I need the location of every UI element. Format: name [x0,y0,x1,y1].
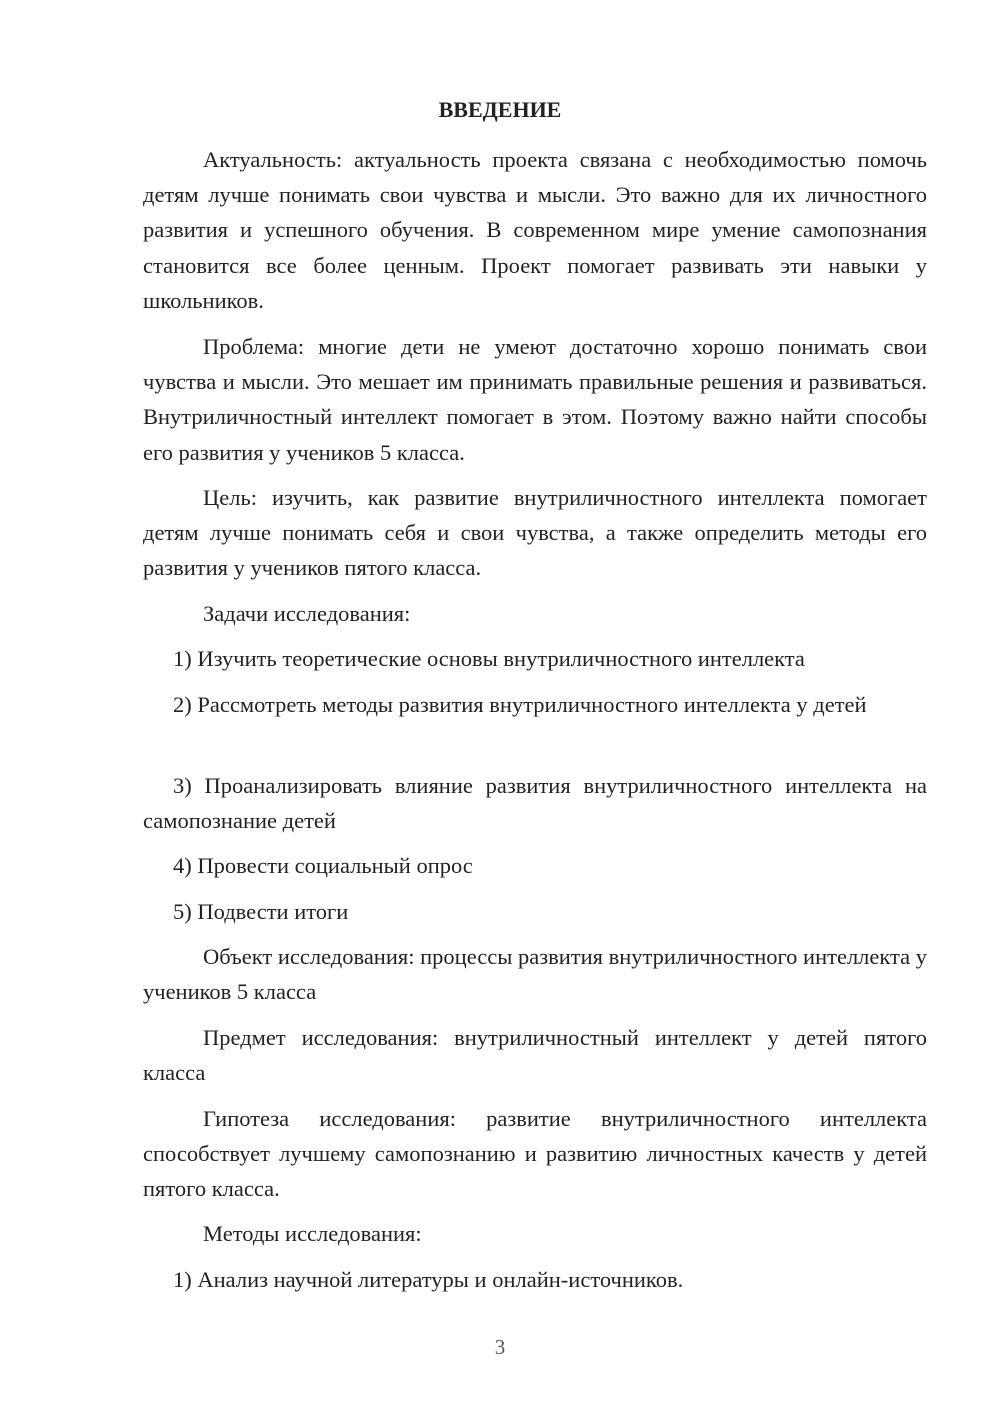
tasks-title: Задачи исследования: [203,601,411,626]
task-item-4: 4) Провести социальный опрос [173,853,473,878]
subject-paragraph: Предмет исследования: внутриличностный интеллект у детей пятого класса [143,1025,927,1086]
page-number: 3 [494,1335,506,1359]
task-item-3: 3) Проанализировать влияние развития внутриличностного интеллекта на самопознание детей [143,773,927,834]
section-heading: ВВЕДЕНИЕ [438,97,562,122]
goal-paragraph: Цель: изучить, как развитие внутриличностного интеллекта помогает детям лучше понимать себя и свои чувства, а также определить методы его развития у учеников пятого класса. [143,485,927,581]
methods-title: Методы исследования: [203,1221,422,1246]
method-item-1: 1) Анализ научной литературы и онлайн-источников. [173,1267,684,1292]
task-item-2: 2) Рассмотреть методы развития внутриличностного интеллекта у детей [173,692,867,717]
relevance-paragraph: Актуальность: актуальность проекта связана с необходимостью помочь детям лучше понимать свои чувства и мысли. Это важно для их личностного развития и успешного обучения. В современном мире умение самопознания становится все более ценным. Проект помогает развивать эти навыки у школьников. [143,147,927,313]
task-item-1: 1) Изучить теоретические основы внутриличностного интеллекта [173,646,805,671]
object-paragraph: Объект исследования: процессы развития внутриличностного интеллекта у учеников 5 класса [143,944,927,1005]
problem-paragraph: Проблема: многие дети не умеют достаточно хорошо понимать свои чувства и мысли. Это мешает им принимать правильные решения и развиваться. Внутриличностный интеллект помогает в этом. Поэтому важно найти способы его развития у учеников 5 класса. [143,334,927,465]
task-item-5: 5) Подвести итоги [173,899,349,924]
hypothesis-paragraph: Гипотеза исследования: развитие внутриличностного интеллекта способствует лучшему самопознанию и развитию личностных качеств у детей пятого класса. [143,1106,927,1202]
